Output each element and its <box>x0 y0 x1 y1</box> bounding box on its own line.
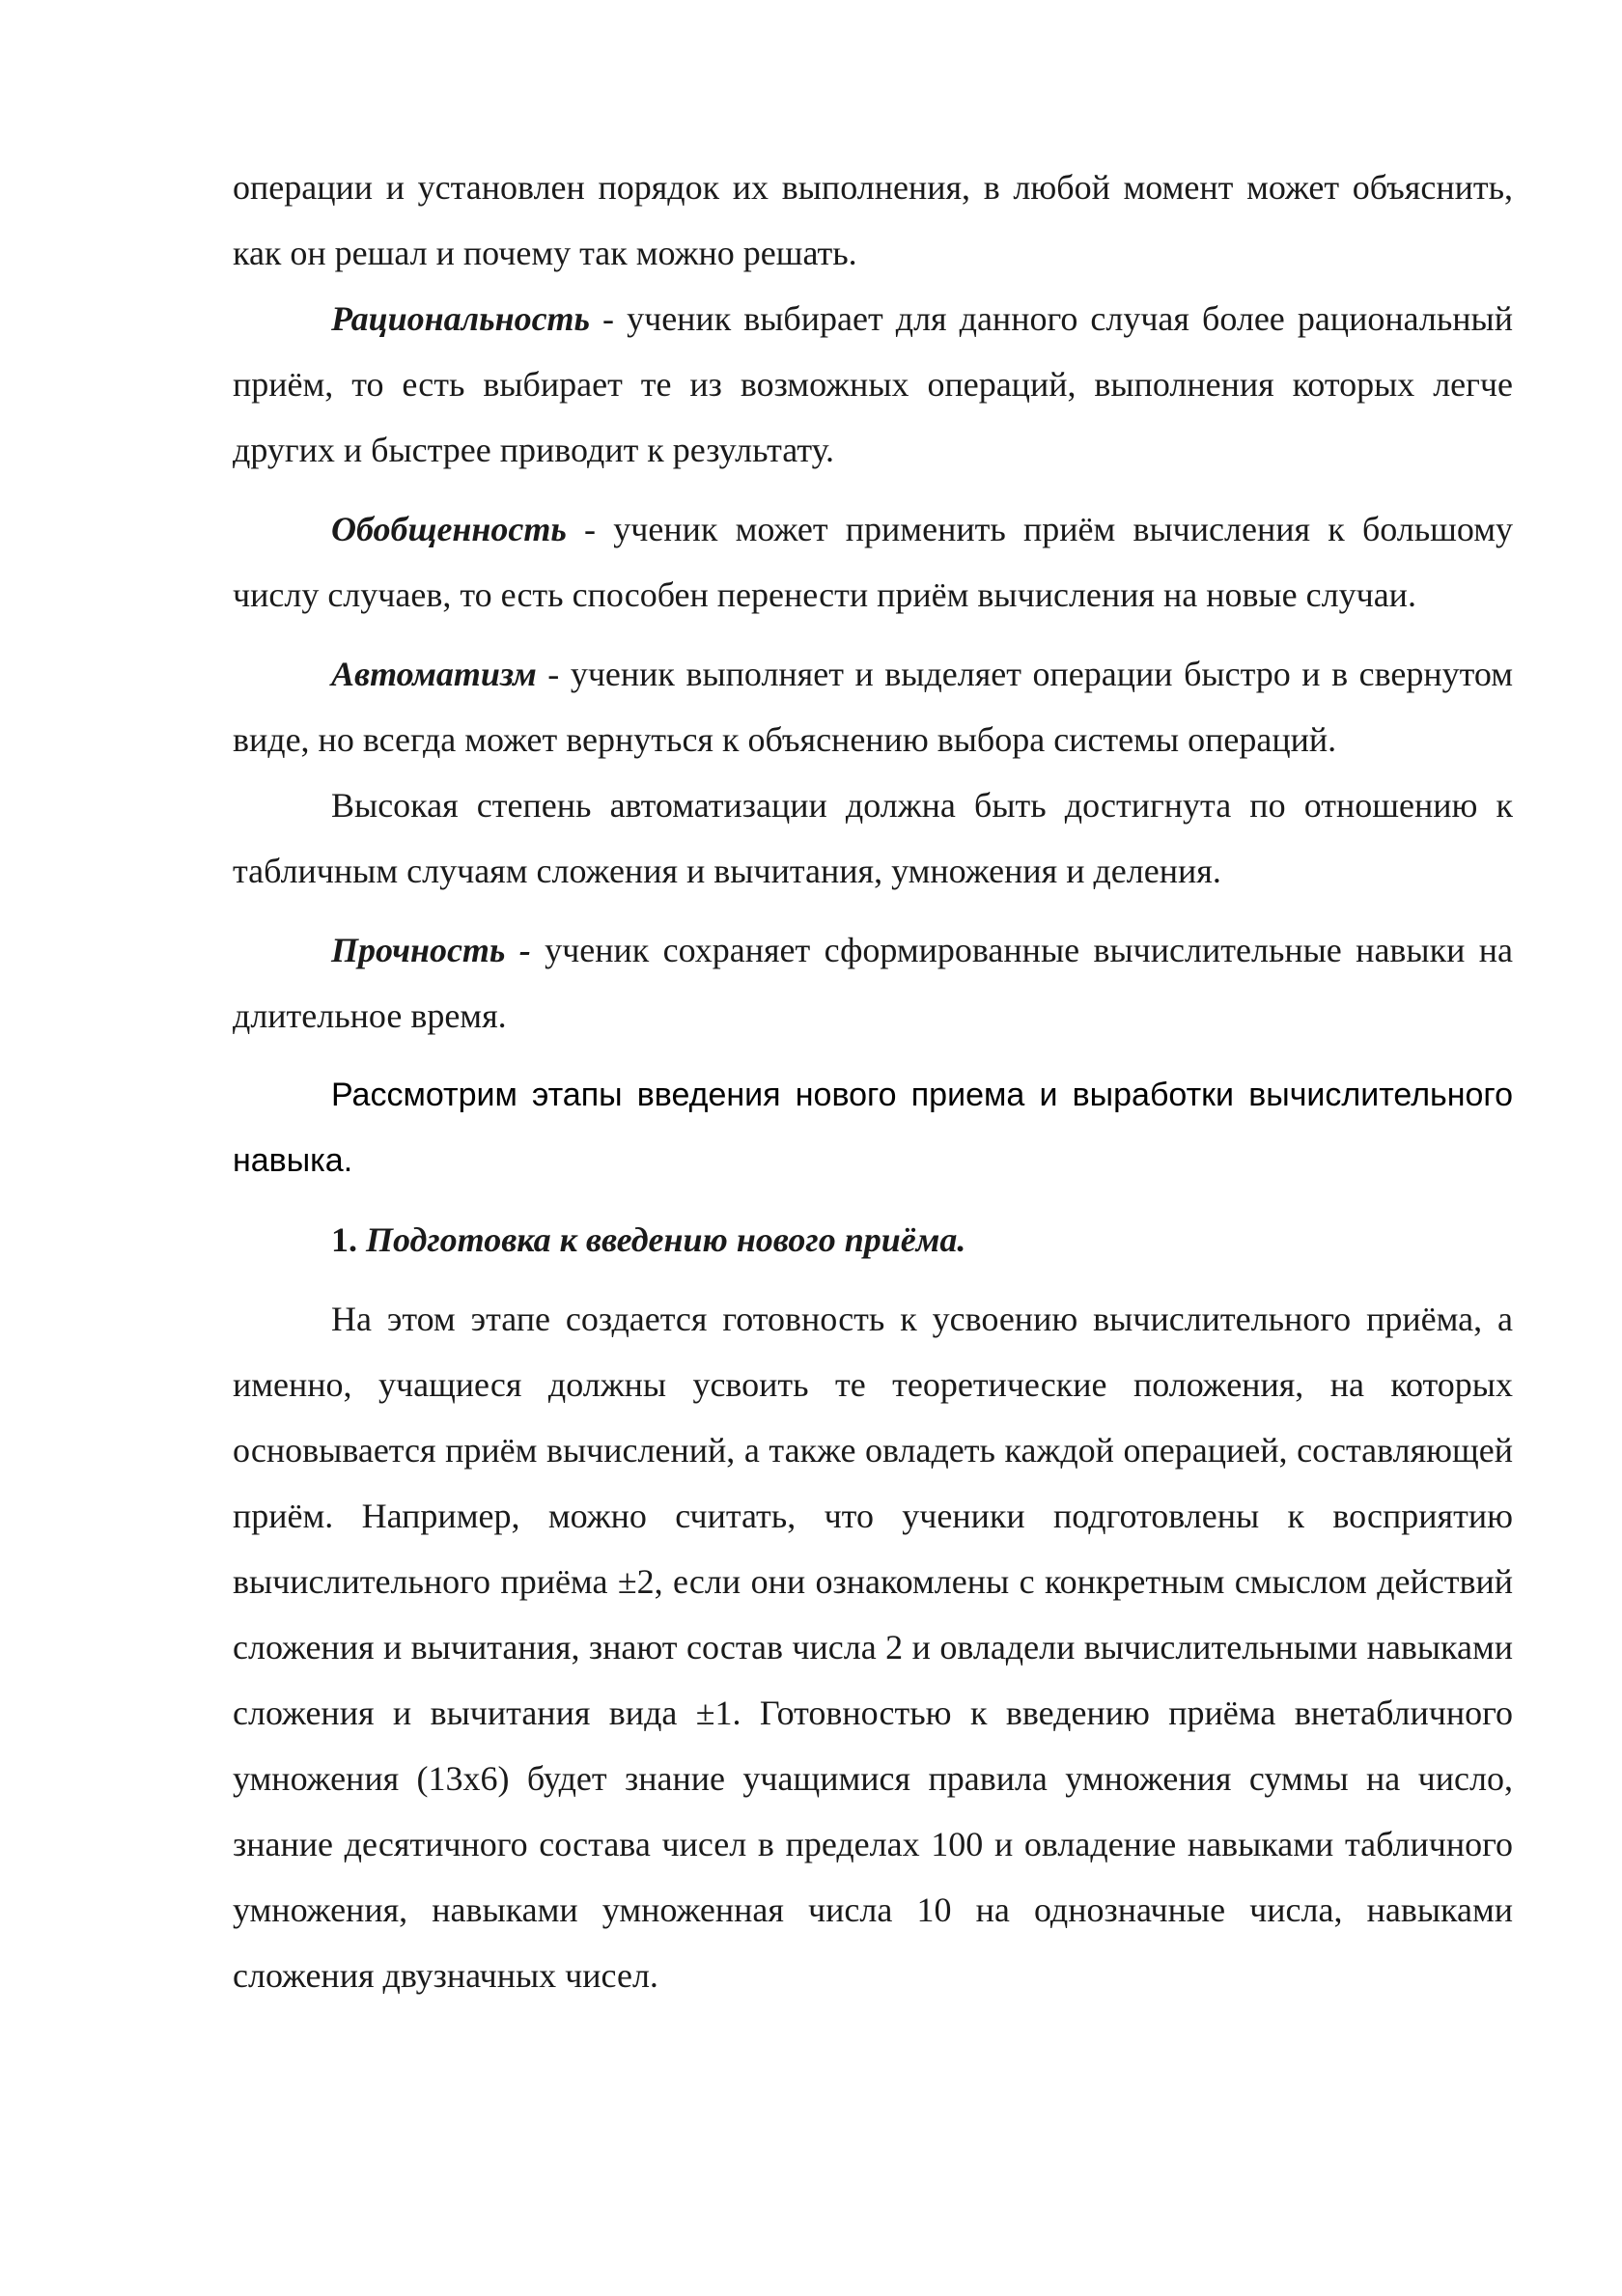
paragraph-automation-degree: Высокая степень автоматизации должна быть достигнута по отношению к табличным случаям сложения и вычитания, умножения и деления. <box>233 786 1513 890</box>
definition-rationality: - ученик выбирает для данного случая более рациональный приём, то есть выбирает те из возможных операций, выполнения которых легче других и быстрее приводит к результату. <box>233 299 1513 469</box>
definition-automatism: - ученик выполняет и выделяет операции быстро и в свернутом виде, но всегда может вернуться к объяснению выбора системы операций. <box>233 655 1513 759</box>
section-title: Подготовка к введению нового приёма. <box>366 1220 966 1259</box>
definition-durability: ученик сохраняет сформированные вычислительные навыки на длительное время. <box>233 931 1514 1035</box>
paragraph-generality <box>233 496 1513 628</box>
paragraph-durability <box>233 917 1513 1049</box>
paragraph-preparation: На этом этапе создается готовность к усвоению вычислительного приёма, а именно, учащиеся должны усвоить те теоретические положения, на которых основывается приём вычислений, а также овладеть каждой операцией, составляющей приём. Например, можно считать, что ученики подготовлены к восприятию вычислительного приёма ±2, если они ознакомлены с конкретным смыслом действий сложения и вычитания, знают состав числа 2 и овладели вычислительными навыками сложения и вычитания вида ±1. Готовностью к введению приёма внетабличного умножения (13х6) будет знание учащимися правила умножения суммы на число, знание десятичного состава чисел в пределах 100 и овладение навыками табличного умножения, навыками умноженная числа 10 на однозначные числа, навыками сложения двузначных чисел. <box>233 1300 1513 1995</box>
paragraph-automatism <box>233 641 1513 772</box>
term-rationality: Рациональность <box>331 299 590 338</box>
paragraph-continuation: операции и установлен порядок их выполнения, в любой момент может объяснить, как он решал и почему так можно решать. <box>233 168 1513 272</box>
paragraph-stages-intro: Рассмотрим этапы введения нового приема и выработки вычислительного навыка. <box>233 1077 1513 1179</box>
document-page <box>233 154 1513 2022</box>
term-durability: Прочность - <box>331 931 531 969</box>
definition-generality: - ученик может применить приём вычисления к большому числу случаев, то есть способен перенести приём вычисления на новые случаи. <box>233 510 1513 614</box>
term-generality: Обобщенность <box>331 510 567 548</box>
section-number: 1. <box>331 1220 357 1259</box>
section-heading <box>233 1207 1513 1273</box>
paragraph-rationality <box>233 286 1513 483</box>
term-automatism: Автоматизм <box>331 655 537 693</box>
